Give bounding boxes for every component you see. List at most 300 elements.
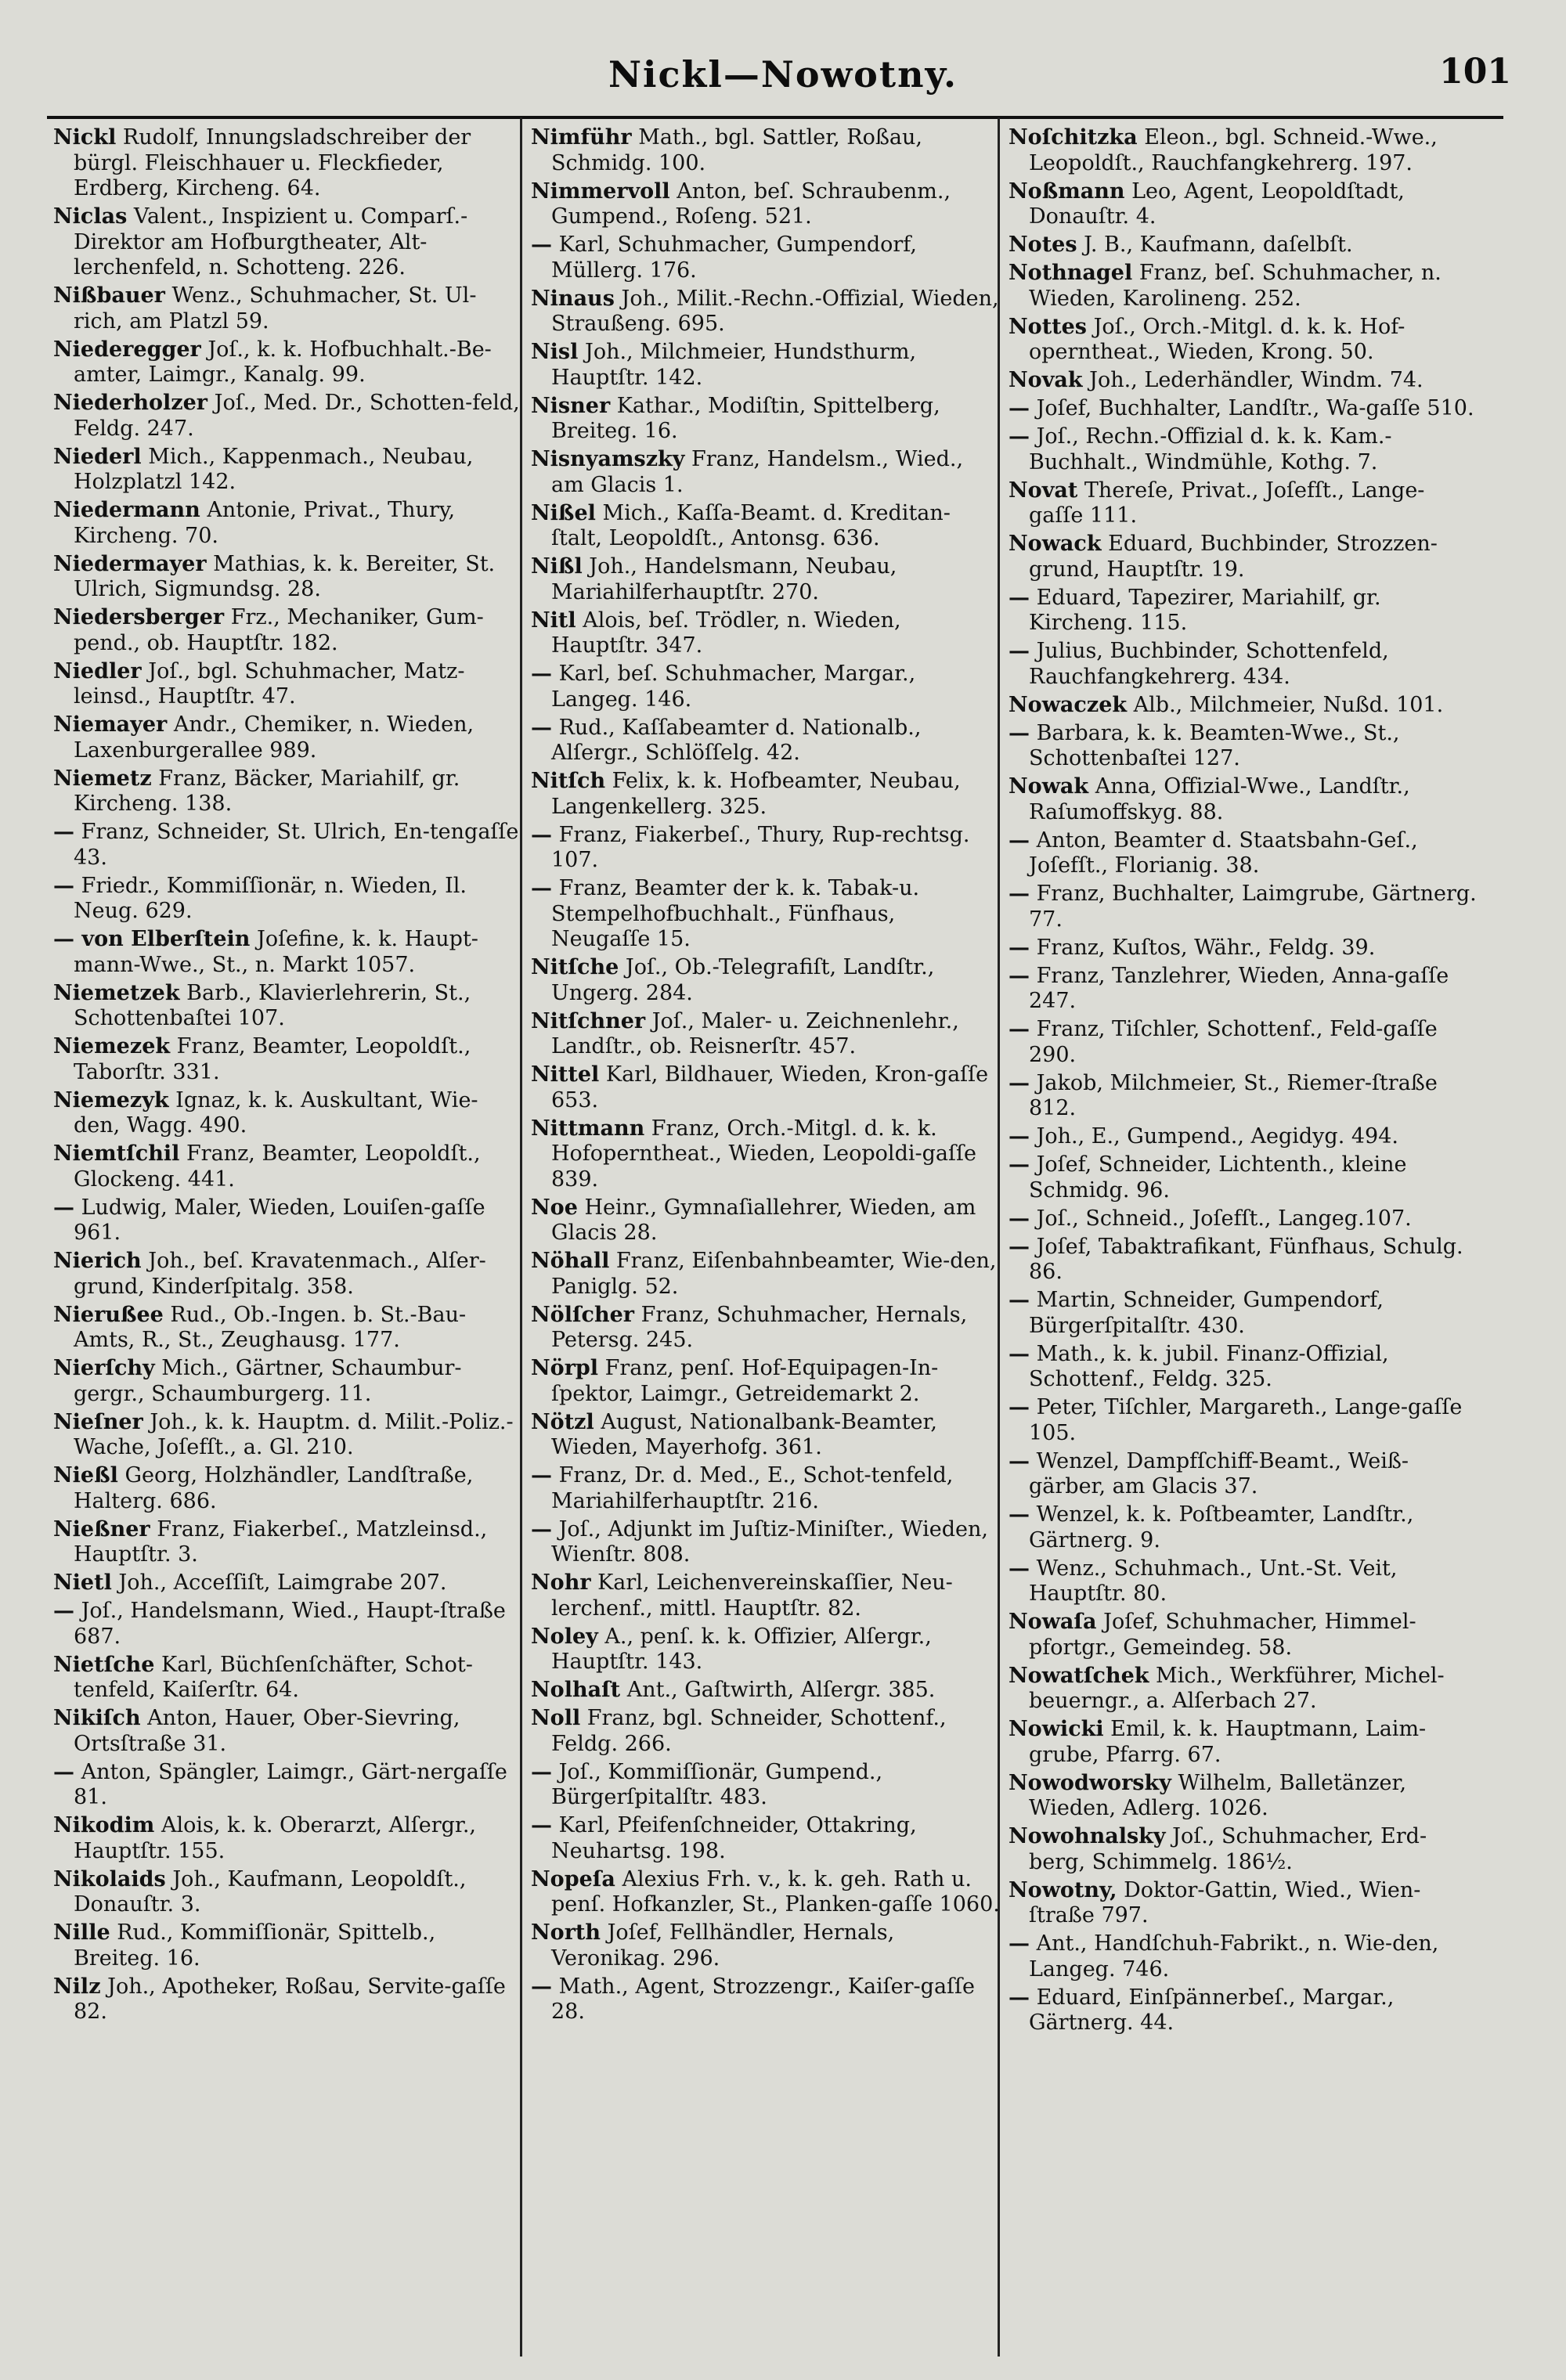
directory-entry (53, 1249, 523, 1300)
directory-entry (1009, 721, 1478, 772)
directory-entry (53, 874, 523, 925)
entry-surname: Niedermayer (53, 551, 207, 576)
entry-surname: Nickl (53, 125, 117, 150)
running-title: Nickl—Nowotny. (608, 53, 958, 96)
directory-entry (53, 1517, 523, 1568)
entry-details: Franz, Schuhmacher, Hernals, Petersg. 245. (551, 1302, 968, 1352)
entry-surname: — (53, 873, 74, 898)
directory-entry (53, 766, 523, 817)
entry-surname: — (1009, 585, 1030, 610)
directory-entry (53, 1813, 523, 1864)
entry-details: Math., k. k. jubil. Finanz-Offizial, Schottenf., Feldg. 325. (1029, 1341, 1389, 1391)
entry-surname: Nietſche (53, 1652, 155, 1677)
entry-surname: Noll (531, 1706, 581, 1730)
entry-surname: Ninaus (531, 286, 615, 311)
entry-details: Math., bgl. Sattler, Roßau, Schmidg. 100. (551, 125, 922, 175)
entry-details: J. B., Kaufmann, daſelbſt. (1077, 233, 1353, 257)
entry-details: Antonie, Privat., Thury, Kircheng. 70. (74, 498, 456, 548)
directory-column-2 (531, 125, 1001, 2317)
entry-details: Franz, Beamter, Leopoldſt., Glockeng. 441. (74, 1141, 481, 1192)
entry-surname: Nißl (531, 554, 583, 579)
entry-details: Karl, Bildhauer, Wieden, Kron-gaſſe 653. (551, 1062, 989, 1112)
entry-details: Anton, Hauer, Ober-Sievring, Ortsſtraße 31. (74, 1706, 460, 1756)
entry-surname: Niedermann (53, 498, 200, 522)
entry-surname: Nißel (531, 500, 596, 525)
entry-surname: Nohr (531, 1570, 591, 1595)
entry-surname: Nowack (1009, 532, 1102, 556)
entry-surname: — (53, 1599, 74, 1623)
entry-details: Anton, Beamter d. Staatsbahn-Geſ., Joſefſt., Florianig. 38. (1029, 828, 1418, 878)
directory-entry (531, 769, 1001, 820)
directory-entry (531, 233, 1001, 283)
entry-details: Joſef, Fellhändler, Hernals, Veronikag. 296. (551, 1920, 895, 1971)
directory-entry (1009, 478, 1478, 529)
entry-surname: Novat (1009, 478, 1078, 503)
directory-entry (531, 179, 1001, 230)
directory-entry (1009, 964, 1478, 1015)
directory-entry (531, 1570, 1001, 1621)
entry-surname: — (1009, 1070, 1030, 1095)
directory-entry (531, 1195, 1001, 1246)
entry-surname: Nittmann (531, 1116, 645, 1141)
entry-surname: Nimmervoll (531, 178, 670, 204)
entry-details: Leo, Agent, Leopoldſtadt, Donauſtr. 4. (1029, 178, 1405, 229)
entry-surname: Nisnyamszky (531, 447, 685, 471)
directory-entry (1009, 774, 1478, 825)
entry-surname: — (1009, 1017, 1030, 1041)
directory-entry (1009, 1017, 1478, 1068)
directory-entry (53, 1463, 523, 1514)
directory-entry (1009, 693, 1478, 719)
directory-entry (531, 1678, 1001, 1704)
entry-details: Joſef, Schneider, Lichtenth., kleine Schmidg. 96. (1029, 1152, 1407, 1203)
entry-details: Karl, Büchſenſchäfter, Schot-tenfeld, Kaiſerſtr. 64. (74, 1652, 473, 1702)
entry-details: Franz, Handelsm., Wied., am Glacis 1. (551, 447, 964, 497)
entry-surname: — (1009, 1341, 1030, 1366)
entry-details: Joh., Kaufmann, Leopoldſt., Donauſtr. 3. (74, 1866, 467, 1917)
entry-details: Joh., Lederhändler, Windm. 74. (1082, 368, 1423, 392)
entry-details: Karl, beſ. Schuhmacher, Margar., Langeg. 146. (551, 662, 916, 712)
entry-details: Rud., Kaſſabeamter d. Nationalb., Alſergr., Schlöſſelg. 42. (551, 715, 922, 765)
directory-entry (53, 125, 523, 202)
directory-entry (1009, 396, 1478, 422)
entry-details: Emil, k. k. Hauptmann, Laim-grube, Pfarrg. 67. (1029, 1717, 1427, 1767)
entry-details: Franz, Bäcker, Mariahilf, gr. Kircheng. 138. (74, 766, 460, 816)
directory-entry (53, 1195, 523, 1246)
entry-surname: — (1009, 1395, 1030, 1419)
directory-entry (531, 1410, 1001, 1461)
entry-details: Joh., Acceſſiſt, Laimgrabe 207. (111, 1570, 447, 1595)
entry-details: Ignaz, k. k. Auskultant, Wie-den, Wagg. 490. (74, 1087, 478, 1138)
entry-surname: — (1009, 935, 1030, 960)
entry-surname: — (1009, 1206, 1030, 1231)
entry-surname: North (531, 1920, 601, 1945)
directory-entry (53, 1760, 523, 1811)
entry-surname: Nitſche (531, 955, 619, 979)
entry-details: Joſef, Buchhalter, Landſtr., Wa-gaſſe 510. (1030, 396, 1474, 420)
entry-details: Franz, Kuſtos, Währ., Feldg. 39. (1030, 935, 1376, 960)
directory-entry (53, 552, 523, 603)
directory-entry (531, 876, 1001, 953)
entry-surname: Niedersberger (53, 605, 225, 629)
entry-details: Eduard, Tapezirer, Mariahilf, gr. Kircheng. 115. (1029, 585, 1381, 635)
directory-entry (531, 1062, 1001, 1113)
entry-surname: Niemetz (53, 766, 152, 791)
entry-surname: Nieſner (53, 1409, 143, 1434)
directory-entry (1009, 1771, 1478, 1822)
entry-surname: Nitl (531, 608, 576, 633)
directory-entry (1009, 1071, 1478, 1122)
directory-entry (53, 391, 523, 442)
entry-details: Joſ., Handelsmann, Wied., Haupt-ſtraße 687. (74, 1599, 506, 1649)
entry-surname: Nittel (531, 1062, 600, 1087)
entry-details: Joſ., Schneid., Joſefſt., Langeg.107. (1030, 1206, 1412, 1231)
directory-entry (1009, 532, 1478, 582)
entry-surname: — (531, 715, 552, 740)
entry-surname: — (1009, 1152, 1030, 1177)
entry-details: Anton, Spängler, Laimgr., Gärt-nergaſſe 81. (74, 1759, 507, 1809)
entry-surname: Nowodworsky (1009, 1770, 1171, 1795)
entry-details: Math., Agent, Strozzengr., Kaiſer-gaſſe 28. (551, 1974, 976, 2024)
directory-entry (53, 283, 523, 334)
entry-surname: — (1009, 1288, 1030, 1312)
entry-surname: — (531, 662, 552, 686)
directory-entry (531, 716, 1001, 766)
entry-details: Joſ., Ob.-Telegrafiſt, Landſtr., Ungerg. 284. (551, 955, 935, 1005)
directory-entry (531, 1974, 1001, 2025)
directory-entry (531, 1813, 1001, 1864)
entry-details: Felix, k. k. Hofbeamter, Neubau, Langenkellerg. 325. (551, 769, 961, 819)
entry-details: Joſ., k. k. Hofbuchhalt.-Be-amter, Laimgr., Kanalg. 99. (74, 337, 492, 387)
entry-details: Joh., E., Gumpend., Aegidyg. 494. (1030, 1124, 1398, 1149)
directory-entry (1009, 1206, 1478, 1232)
entry-surname: Nilz (53, 1974, 101, 1999)
entry-details: Joſ., Orch.-Mitgl. d. k. k. Hof-operntheat., Wieden, Krong. 50. (1029, 314, 1405, 364)
entry-details: Franz, Schneider, St. Ulrich, En-tengaſſe 43. (74, 820, 519, 870)
entry-details: Joſ., bgl. Schuhmacher, Matz-leinsd., Hauptſtr. 47. (74, 658, 465, 709)
directory-entry (1009, 936, 1478, 961)
entry-details: Franz, Tiſchler, Schottenf., Feld-gaſſe 290. (1029, 1017, 1438, 1067)
entry-details: Wilhelm, Balletänzer, Wieden, Adlerg. 1026. (1029, 1770, 1407, 1820)
entry-details: Eduard, Buchbinder, Strozzen-grund, Hauptſtr. 19. (1029, 532, 1438, 582)
directory-entry (1009, 1152, 1478, 1203)
entry-surname: Nothnagel (1009, 261, 1133, 285)
page-header (47, 49, 1519, 103)
entry-details: Friedr., Kommiſſionär, n. Wieden, Il. Neug. 629. (74, 873, 467, 923)
entry-surname: Nowicki (1009, 1717, 1104, 1741)
entry-surname: Noſchitzka (1009, 125, 1138, 150)
entry-surname: Nille (53, 1920, 110, 1945)
directory-entry (531, 1706, 1001, 1757)
entry-surname: Nierſchy (53, 1356, 155, 1380)
directory-entry (53, 712, 523, 763)
entry-surname: Niclas (53, 204, 128, 229)
directory-entry (1009, 1931, 1478, 1982)
entry-surname: Niemtſchil (53, 1141, 180, 1166)
directory-entry (531, 340, 1001, 391)
directory-entry (1009, 1342, 1478, 1393)
directory-entry (1009, 125, 1478, 176)
entry-surname: — (53, 1195, 74, 1220)
entry-details: Frz., Mechaniker, Gum-pend., ob. Hauptſtr. 182. (74, 605, 484, 655)
entry-surname: Nottes (1009, 314, 1088, 339)
directory-entry (531, 125, 1001, 176)
directory-entry (1009, 828, 1478, 879)
entry-surname: — (53, 820, 74, 844)
entry-details: Doktor-Gattin, Wied., Wien-ſtraße 797. (1029, 1877, 1421, 1927)
directory-entry (531, 1625, 1001, 1675)
entry-details: Joſ., Rechn.-Offizial d. k. k. Kam.-Buchhalt., Windmühle, Kothg. 7. (1029, 424, 1392, 474)
directory-entry (531, 1249, 1001, 1300)
directory-entry (1009, 1288, 1478, 1339)
entry-surname: — (531, 1463, 552, 1488)
directory-entry (1009, 368, 1478, 394)
entry-details: Rud., Kommiſſionär, Spittelb., Breiteg. 16. (74, 1920, 436, 1971)
entry-surname: Nisl (531, 340, 579, 364)
directory-entry (531, 1760, 1001, 1811)
entry-details: August, Nationalbank-Beamter, Wieden, Mayerhofg. 361. (551, 1409, 937, 1459)
entry-details: Julius, Buchbinder, Schottenfeld, Rauchfangkehrerg. 434. (1029, 639, 1389, 689)
directory-entry (1009, 1824, 1478, 1875)
directory-entry (53, 1570, 523, 1596)
entry-surname: Noe (531, 1195, 578, 1220)
directory-entry (531, 447, 1001, 498)
directory-entry (53, 1141, 523, 1192)
entry-details: Joſefine, k. k. Haupt-mann-Wwe., St., n. Markt 1057. (74, 927, 478, 977)
directory-entry (53, 659, 523, 710)
entry-details: Thereſe, Privat., Joſefſt., Lange-gaſſe 111. (1029, 478, 1425, 528)
entry-details: Joh., Apotheker, Roßau, Servite-gaſſe 82. (74, 1974, 506, 2024)
directory-entry (53, 337, 523, 388)
entry-surname: Nölſcher (531, 1302, 635, 1327)
entry-surname: Nisner (531, 393, 611, 418)
directory-entry (531, 394, 1001, 445)
entry-surname: — (1009, 396, 1030, 420)
entry-surname: — (1009, 1985, 1030, 2010)
entry-surname: Novak (1009, 368, 1083, 392)
directory-entry (531, 1463, 1001, 1514)
directory-entry (1009, 1985, 1478, 2036)
directory-entry (531, 823, 1001, 874)
entry-details: Mich., Kappenmach., Neubau, Holzplatzl 142. (74, 444, 474, 494)
entry-surname: — (1009, 1124, 1030, 1149)
directory-entry (531, 1303, 1001, 1354)
directory-entry (53, 1867, 523, 1918)
entry-details: Joh., beſ. Kravatenmach., Alſer-grund, Kinderſpitalg. 358. (74, 1249, 486, 1299)
directory-entry (1009, 179, 1478, 230)
entry-details: Wenzel, k. k. Poſtbeamter, Landſtr., Gärtnerg. 9. (1029, 1502, 1414, 1552)
directory-entry (531, 1009, 1001, 1060)
entry-details: Alb., Milchmeier, Nußd. 101. (1127, 692, 1444, 717)
entry-details: Rud., Ob.-Ingen. b. St.-Bau-Amts, R., St., Zeughausg. 177. (74, 1302, 467, 1352)
entry-surname: Noley (531, 1624, 598, 1649)
entry-details: Mich., Werkführer, Michel-beuerngr., a. Alſerbach 27. (1029, 1663, 1445, 1713)
entry-details: Georg, Holzhändler, Landſtraße, Halterg. 686. (74, 1463, 474, 1513)
entry-details: Franz, Eiſenbahnbeamter, Wie-den, Paniglg. 52. (551, 1249, 997, 1299)
entry-details: Ludwig, Maler, Wieden, Louiſen-gaſſe 961. (74, 1195, 485, 1245)
directory-entry (1009, 424, 1478, 475)
entry-surname: Nikiſch (53, 1706, 141, 1730)
entry-details: Franz, Buchhalter, Laimgrube, Gärtnerg. 77. (1029, 882, 1477, 932)
entry-details: Franz, penſ. Hof-Equipagen-In-ſpektor, Laimgr., Getreidemarkt 2. (551, 1356, 939, 1406)
entry-details: Franz, Orch.-Mitgl. d. k. k. Hofoperntheat., Wieden, Leopoldi-gaſſe 839. (551, 1116, 976, 1192)
entry-surname: Nitſch (531, 769, 606, 793)
entry-surname: Nietl (53, 1570, 112, 1595)
entry-surname: — (531, 876, 552, 900)
entry-details: Jakob, Milchmeier, St., Riemer-ſtraße 812. (1029, 1070, 1438, 1120)
entry-details: Andr., Chemiker, n. Wieden, Laxenburgerallee 989. (74, 712, 474, 763)
entry-surname: Niedler (53, 658, 142, 683)
entry-surname: — (1009, 720, 1030, 745)
entry-details: Mich., Gärtner, Schaumbur-gergr., Schaumburgerg. 11. (74, 1356, 462, 1406)
directory-entry (531, 955, 1001, 1006)
entry-surname: — (1009, 1502, 1030, 1527)
entry-details: Joh., Milchmeier, Hundsthurm, Hauptſtr. 142. (551, 340, 917, 390)
entry-surname: Niederegger (53, 337, 201, 362)
entry-surname: Nolhaſt (531, 1678, 621, 1702)
entry-details: Eleon., bgl. Schneid.-Wwe., Leopoldſt., Rauchfangkehrerg. 197. (1029, 125, 1438, 175)
directory-entry (53, 820, 523, 871)
directory-entry (531, 1356, 1001, 1407)
entry-details: Peter, Tiſchler, Margareth., Lange-gaſſe 105. (1029, 1395, 1463, 1445)
directory-entry (53, 1034, 523, 1085)
directory-entry (53, 927, 523, 978)
entry-details: Karl, Pfeifenſchneider, Ottakring, Neuhartsg. 198. (551, 1813, 917, 1863)
directory-entry (53, 1706, 523, 1757)
directory-entry (53, 1303, 523, 1354)
directory-entry (53, 445, 523, 496)
entry-surname: Nießl (53, 1463, 118, 1488)
entry-surname: Notes (1009, 233, 1077, 257)
directory-entry (531, 662, 1001, 712)
header-rule (47, 116, 1503, 119)
directory-entry (1009, 261, 1478, 312)
entry-details: A., penſ. k. k. Offizier, Alſergr., Hauptſtr. 143. (551, 1624, 932, 1674)
page-number: 101 (1439, 52, 1511, 92)
entry-surname: Nörpl (531, 1356, 599, 1380)
directory-entry (531, 1867, 1001, 1918)
entry-surname: Nowak (1009, 774, 1089, 799)
entry-surname: — (531, 1974, 552, 1999)
entry-surname: Nimführ (531, 125, 632, 150)
entry-surname: Niederl (53, 444, 142, 469)
entry-surname: Nitſchner (531, 1008, 646, 1033)
directory-entry (1009, 233, 1478, 258)
directory-column-3 (1009, 125, 1478, 2317)
entry-details: Heinr., Gymnaſiallehrer, Wieden, am Glacis 28. (551, 1195, 976, 1245)
entry-details: Joſef, Schuhmacher, Himmel-pfortgr., Gemeindeg. 58. (1029, 1610, 1416, 1660)
entry-details: Franz, Beamter, Leopoldſt., Taborſtr. 331. (74, 1034, 471, 1084)
directory-entry (1009, 1502, 1478, 1553)
entry-surname: — (1009, 882, 1030, 906)
directory-entry (1009, 882, 1478, 932)
entry-surname: Nötzl (531, 1409, 594, 1434)
entry-details: Rudolf, Innungsladschreiber der bürgl. Fleischhauer u. Fleckfieder, Erdberg, Kircheng. 64. (74, 125, 471, 200)
directory-entry (1009, 1717, 1478, 1768)
entry-surname: Nowohnalsky (1009, 1824, 1166, 1848)
directory-entry (1009, 1610, 1478, 1661)
directory-column-1 (53, 125, 523, 2317)
entry-surname: — (1009, 1448, 1030, 1473)
directory-entry (531, 608, 1001, 659)
directory-entry (53, 981, 523, 1032)
directory-entry (53, 1653, 523, 1704)
entry-surname: Niemetzek (53, 980, 180, 1005)
entry-details: Ant., Handſchuh-Fabrikt., n. Wie-den, Langeg. 746. (1029, 1931, 1439, 1982)
entry-surname: Nikolaids (53, 1866, 166, 1891)
entry-surname: Nikodim (53, 1813, 155, 1837)
entry-surname: Nowaſa (1009, 1610, 1097, 1634)
entry-details: Joſef, Tabaktrafikant, Fünfhaus, Schulg. 86. (1029, 1234, 1463, 1284)
entry-surname: Nowaczek (1009, 692, 1128, 717)
entry-surname: Niemezek (53, 1034, 171, 1058)
entry-surname: — (1009, 1234, 1030, 1259)
entry-surname: Nöhall (531, 1249, 610, 1273)
directory-entry (53, 498, 523, 549)
entry-details: Joſ., Kommiſſionär, Gumpend., Bürgerſpitalſtr. 483. (551, 1759, 883, 1809)
entry-surname: Niemayer (53, 712, 168, 737)
entry-details: Anton, beſ. Schraubenm., Gumpend., Roſeng. 521. (551, 178, 951, 229)
entry-details: Barb., Klavierlehrerin, St., Schottenbaſtei 107. (74, 980, 471, 1030)
directory-entry (53, 1088, 523, 1139)
directory-entry (53, 1599, 523, 1650)
entry-surname: Niederholzer (53, 391, 208, 415)
entry-surname: — (531, 1759, 552, 1784)
entry-details: Alois, k. k. Oberarzt, Alſergr., Hauptſtr. 155. (74, 1813, 476, 1863)
directory-entry (53, 605, 523, 656)
directory-entry (531, 287, 1001, 337)
entry-details: Karl, Schuhmacher, Gumpendorf, Müllerg. 176. (551, 233, 917, 283)
entry-details: Barbara, k. k. Beamten-Wwe., St., Schottenbaſtei 127. (1029, 720, 1400, 770)
entry-details: Mich., Kaſſa-Beamt. d. Kreditan-ſtalt, Leopoldſt., Antonsg. 636. (551, 500, 951, 550)
directory-entry (53, 1974, 523, 2025)
entry-details: Franz, Tanzlehrer, Wieden, Anna-gaſſe 247. (1029, 963, 1449, 1013)
directory-entry (1009, 1556, 1478, 1607)
entry-details: Joh., Milit.-Rechn.-Offizial, Wieden, Straußeng. 695. (551, 286, 999, 336)
directory-entry (53, 1410, 523, 1461)
entry-surname: — (531, 1516, 552, 1542)
entry-surname: — (1009, 639, 1030, 663)
entry-details: Joſ., Schuhmacher, Erd-berg, Schimmelg. 186½. (1029, 1824, 1427, 1874)
directory-entry (531, 501, 1001, 552)
entry-details: Joh., k. k. Hauptm. d. Milit.-Poliz.-Wache, Joſefſt., a. Gl. 210. (74, 1409, 514, 1459)
entry-details: Wenz., Schuhmach., Unt.-St. Veit, Hauptſtr. 80. (1029, 1556, 1398, 1606)
directory-entry (1009, 1449, 1478, 1500)
directory-entry (531, 1116, 1001, 1193)
entry-surname: Nowotny, (1009, 1877, 1117, 1902)
entry-details: Valent., Inspizient u. Comparſ.-Direktor am Hofburgtheater, Alt-lerchenfeld, n. Schotteng. 226. (74, 204, 468, 279)
entry-surname: — (1009, 1931, 1030, 1956)
entry-details: Franz, Fiakerbeſ., Thury, Rup-rechtsg. 107. (551, 822, 970, 872)
entry-details: Anna, Offizial-Wwe., Landſtr., Raſumoffskyg. 88. (1029, 774, 1410, 824)
entry-surname: — von Elberſtein (53, 927, 251, 951)
entry-surname: Nowatſchek (1009, 1663, 1149, 1688)
directory-entry (1009, 1395, 1478, 1446)
entry-details: Franz, beſ. Schuhmacher, n. Wieden, Karolineng. 252. (1029, 261, 1442, 311)
directory-entry (53, 204, 523, 281)
entry-details: Franz, bgl. Schneider, Schottenf., Feldg. 266. (551, 1706, 947, 1756)
directory-entry (531, 1920, 1001, 1971)
entry-details: Alois, beſ. Trödler, n. Wieden, Hauptſtr. 347. (551, 608, 901, 658)
entry-details: Franz, Dr. d. Med., E., Schot-tenfeld, Mariahilferhauptſtr. 216. (551, 1463, 954, 1513)
directory-entry (1009, 1664, 1478, 1715)
entry-details: Wenz., Schuhmacher, St. Ul-rich, am Platzl 59. (74, 283, 477, 334)
entry-details: Martin, Schneider, Gumpendorf, Bürgerſpitalſtr. 430. (1029, 1288, 1384, 1338)
entry-surname: Nießner (53, 1516, 150, 1542)
directory-entry (53, 1920, 523, 1971)
entry-surname: Niemezyk (53, 1087, 169, 1112)
entry-surname: — (1009, 424, 1030, 449)
